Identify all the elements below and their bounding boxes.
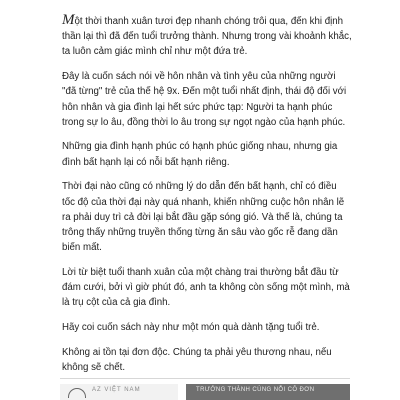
paragraph-7: Không ai tồn tại đơn độc. Chúng ta phải yêu thương nhau, nếu không sẽ chết. [62,346,332,373]
drop-cap: M [62,12,75,28]
publisher-logo [60,384,178,400]
footer-divider [60,378,350,379]
cover-footer [60,378,350,400]
publisher-name: AZ VIỆT NAM [92,387,141,393]
paragraph-2: Đây là cuốn sách nói về hôn nhân và tình yêu của những người "đã từng" trẻ của thế hệ 9x. Đến một tuổi nhất định, thái độ đối với hôn nhân và gia đình lại hết sức phức tạp: Người ta hạnh phúc trong sự lo âu, đồng thời lo âu trong sự ngọt ngào của hạnh phúc. [62,71,347,128]
paragraph-6: Hãy coi cuốn sách này như một món quà dành tặng tuổi trẻ. [62,321,320,333]
paragraph-4: Thời đại nào cũng có những lý do dẫn đến bất hạnh, chỉ có điều tốc độ của thời đại này quá nhanh, khiến những cuộc hôn nhân lẽ ra phải duy trì cả đời lại bắt đầu gặp sóng gió. Và thế là, chúng ta trông thấy những truyền thống từng ăn sâu vào gốc rễ đang dần biến mất. [62,181,345,254]
paragraph-text: ột thời thanh xuân tươi đẹp nhanh chóng trôi qua, đến khi định thần lại thì đã đến tuổi trưởng thành. Nhưng trong vài khoảnh khắc, ta luôn cảm giác mình chỉ như một đứa trẻ. [62,16,352,58]
title-band [186,384,350,400]
paragraph-1 [62,14,352,60]
paragraph-5: Lời từ biệt tuổi thanh xuân của một chàng trai thường bắt đầu từ đám cưới, bởi vì giờ phút đó, anh ta không còn sống một mình, mà là trụ cột của cả gia đình. [62,266,350,309]
blurb-text-block [62,14,352,385]
paragraph-3: Những gia đình hạnh phúc có hạnh phúc giống nhau, nhưng gia đình bất hạnh lại có nỗi bất hạnh riêng. [62,141,338,168]
publisher-logo-icon [68,388,86,398]
book-title-footer: TRƯỞNG THÀNH CÙNG NỖI CÔ ĐƠN [196,387,315,393]
